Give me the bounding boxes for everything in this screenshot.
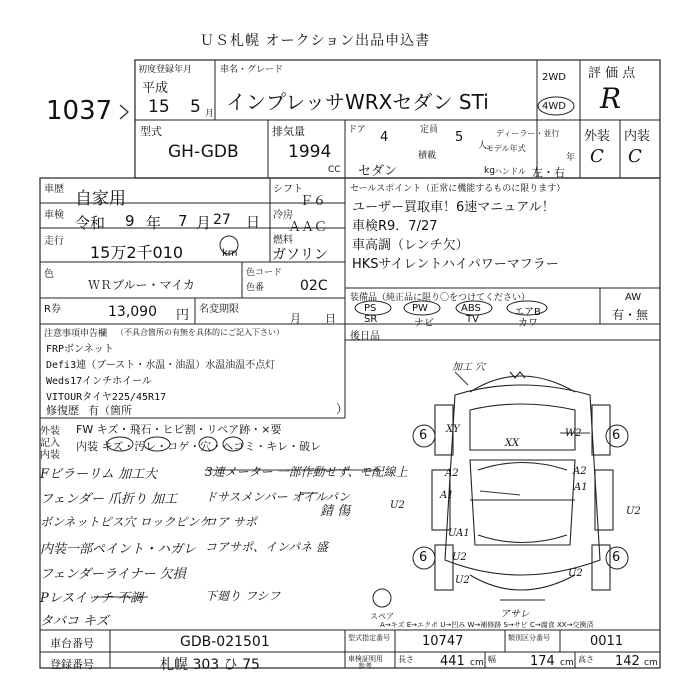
wheel-mark-fl: 6 [419, 428, 428, 443]
hand-note-3: ボンネットピス穴 ロックピンケ [40, 515, 211, 529]
exterior-label: 外装 [584, 129, 611, 144]
history-label: 車歴 [44, 184, 64, 195]
inspection-year-unit: 年 [146, 214, 162, 232]
width-label: 幅 [488, 655, 496, 664]
reg-month: 5 [190, 97, 201, 117]
reg-era: 平成 [142, 81, 169, 96]
dmg-label-1: XY [446, 424, 460, 435]
hand-note-2: フェンダー 爪折り 加工 [40, 492, 178, 507]
doors-label: ドア [348, 125, 366, 135]
height-label: 高さ [578, 655, 594, 664]
interior-grade: C [628, 146, 642, 167]
equip-tv: TV [466, 314, 479, 325]
cert-label: 車検証明用 [348, 655, 383, 663]
history-value: 自家用 [75, 189, 126, 209]
reg-year: 15 [148, 97, 170, 117]
hand-note-right-3: ロア サポ [205, 515, 257, 529]
dmg-label-8: U2 [626, 506, 641, 517]
diagram-top-label: 加工 穴 [452, 362, 486, 373]
handle-label: ハンドル [494, 167, 526, 176]
ref-label: 参考 [358, 662, 372, 670]
hand-note-right-5: 下廻り フシフ [205, 589, 281, 603]
color-code-header: 色コード [246, 268, 283, 278]
dmg-label-13: U2 [452, 552, 467, 563]
hand-note-right-2: ドサスメンバー オイルパン [205, 490, 351, 504]
color-code: 02C [300, 278, 328, 294]
aw-value: 有・無 [612, 308, 649, 322]
equip-ps: PS [364, 303, 377, 314]
color-label: 色 [44, 269, 54, 280]
transfer-day: 日 [325, 312, 336, 325]
legend-exterior-label: 外装 [40, 426, 60, 437]
plate-label: 登録番号 [50, 658, 94, 671]
repair-value: 有（箇所 [88, 404, 132, 417]
dmg-label-4: A2 [445, 468, 459, 479]
legend-interior-label-1: 記入 [40, 438, 60, 449]
height-unit: cm [644, 658, 658, 668]
kg-unit: kg [484, 166, 495, 176]
inspection-month-unit: 月 [196, 214, 212, 232]
transfer-label: 名変期限 [199, 304, 239, 315]
dmg-label-11: A1 [574, 482, 588, 493]
shift-label: シフト [273, 184, 303, 195]
notes-sub: （不具合箇所の有無を具体的にご記入下さい） [116, 328, 284, 337]
dmg-label-5: A1 [440, 490, 454, 501]
hand-note-6: Pレスイッチ 不調 [40, 591, 143, 606]
sales-point-line-1: ユーザー買取車！6速マニュアル！ [352, 200, 555, 215]
note-line-2: Defi3連（ブースト・水温・油温）水温油温不点灯 [46, 360, 276, 371]
length-label: 長さ [398, 655, 414, 664]
dmg-label-10: A2 [573, 466, 587, 477]
capacity-value: 5 [455, 130, 464, 145]
inspection-month: 7 [178, 212, 188, 230]
sales-points-label: セールスポイント（正常に機能するものに限ります） [350, 184, 566, 194]
displacement-label: 排気量 [272, 125, 305, 138]
color-value: ＷＲブルー・マイカ [88, 278, 195, 292]
legend-interior-label-2: 内装 [40, 450, 60, 461]
lot-number: 1037 [46, 96, 113, 126]
repair-close: ） [336, 402, 349, 416]
drive-4wd: 4WD [542, 101, 566, 112]
hand-note-5: フェンダーライナー 欠損 [40, 567, 186, 582]
diagram-bottom-label: アサレ [500, 609, 530, 620]
equip-airbag: エアB [514, 307, 541, 318]
evaluation-score: R [600, 82, 622, 115]
displacement-value: 1994 [288, 142, 332, 162]
spare-label: スペア [370, 612, 394, 621]
body-type: セダン [358, 164, 398, 179]
equip-sr: SR [364, 314, 378, 325]
inspection-era: 令和 [75, 214, 106, 232]
inspection-day-unit: 日 [246, 215, 260, 231]
rear-items-label: 後日品 [350, 331, 380, 342]
length-unit: cm [470, 658, 484, 668]
dealer-label: ディーラー・並行 [496, 129, 560, 138]
sales-point-line-4: HKSサイレントハイパワーマフラー [352, 257, 559, 272]
chassis-value: GDB-021501 [180, 634, 270, 650]
model-value: GH-GDB [168, 142, 239, 162]
note-line-4: VITOURタイヤ225/45R17 [46, 392, 167, 403]
model-year-label: モデル年式 [486, 144, 526, 153]
note-line-1: FRPボンネット [46, 344, 114, 355]
note-line-3: Weds17インチホイール [46, 376, 152, 387]
car-name-label: 車名・グレード [220, 65, 284, 75]
doors-value: 4 [380, 130, 389, 145]
equip-navi: ナビ [414, 318, 434, 329]
hand-note-4: 内装一部ペイント・ハガレ [40, 542, 197, 557]
aw-label: AW [625, 292, 642, 303]
equip-pw: PW [412, 303, 428, 314]
wheel-mark-fr: 6 [612, 428, 621, 443]
mileage-label: 走行 [44, 236, 64, 247]
fuel-label: 燃料 [273, 235, 293, 246]
shift-value: Ｆ６ [300, 194, 327, 209]
class-no-value: 0011 [590, 634, 624, 649]
equip-leather: カワ [518, 318, 538, 329]
height-value: 142 [615, 654, 640, 669]
inspection-label: 車検 [44, 210, 64, 221]
dmg-label-7: U2 [390, 500, 405, 511]
dmg-label-9: U2 [568, 568, 583, 579]
mileage-value: 15万2千010 [90, 243, 184, 262]
interior-label: 内装 [624, 129, 651, 144]
sales-point-line-3: 車高調（レンチ欠） [352, 238, 469, 253]
recycle-unit: 円 [176, 308, 190, 323]
repair-label: 修復歴 [46, 404, 79, 417]
transfer-month: 月 [290, 312, 301, 325]
year-unit: 年 [566, 153, 576, 163]
notes-label: 注意事項申告欄 [44, 329, 108, 339]
aircon-value: ＡＡＣ [288, 220, 328, 235]
drive-2wd: 2WD [542, 72, 566, 83]
capacity-label: 定員 [420, 125, 439, 135]
equipment-label: 装備品（純正品に限り〇をつけてください） [350, 293, 531, 303]
model-label: 型式 [140, 125, 162, 138]
dmg-label-6: UA1 [448, 528, 470, 539]
fuel-value: ガソリン [272, 247, 328, 263]
car-name: インプレッサWRXセダン STi [226, 90, 489, 114]
evaluation-label: 評 価 点 [588, 66, 636, 81]
first-reg-label: 初度登録年月 [138, 65, 193, 75]
reg-month-unit: 月 [205, 109, 215, 119]
load-label: 積載 [418, 151, 437, 161]
diagram-legend: A→キズ E→エクボ U→凹み W→補修跡 S→サビ C→腐食 XX→交換済 [380, 621, 594, 629]
dmg-label-3: W2 [565, 428, 582, 439]
plate-value: 札幌 303 ひ 75 [160, 657, 260, 673]
width-value: 174 [530, 654, 555, 669]
inspection-day: 27 [213, 212, 231, 228]
wheel-mark-rr: 6 [612, 550, 621, 565]
chassis-label: 車台番号 [50, 637, 94, 650]
recycle-label: R券 [44, 304, 61, 315]
mileage-unit: km [222, 248, 238, 259]
recycle-value: 13,090 [108, 304, 157, 320]
wheel-mark-rl: 6 [419, 550, 428, 565]
hand-note-right-4: コアサポ、インパネ 盛 [205, 540, 328, 554]
hand-note-right-1: 3連メーター 一部作動せず、モ配線上 [205, 465, 408, 479]
inspection-year: 9 [125, 212, 135, 230]
type-no-value: 10747 [422, 634, 464, 649]
dmg-label-12: U2 [455, 575, 470, 586]
hand-side-note: 錆 傷 [320, 504, 351, 519]
form-title: ＵＳ札幌 オークション出品申込書 [200, 33, 431, 49]
type-no-label: 型式指定番号 [348, 634, 390, 642]
hand-note-1: Fビラーリム 加工大 [40, 467, 158, 482]
legend-exterior-text: FW キズ・飛石・ヒビ割・リペア跡・×要 [76, 423, 282, 436]
legend-interior-text: 内装 キズ・汚レ・コゲ・穴・ヘコミ・キレ・破レ [76, 440, 322, 453]
hand-note-7: タバコ キズ [40, 614, 109, 629]
color-code-label: 色番 [246, 283, 265, 293]
person-unit: 人 [478, 141, 488, 151]
aircon-label: 冷房 [273, 210, 293, 221]
dmg-label-2: XX [505, 438, 520, 449]
class-no-label: 類別区分番号 [508, 634, 550, 642]
exterior-grade: C [590, 146, 604, 167]
cc-unit: CC [328, 165, 341, 175]
width-unit: cm [560, 658, 574, 668]
equip-abs: ABS [461, 303, 481, 314]
sales-point-line-2: 車検R9．7/27 [352, 219, 438, 234]
length-value: 441 [440, 654, 465, 669]
handle-value: 左・右 [532, 166, 565, 179]
